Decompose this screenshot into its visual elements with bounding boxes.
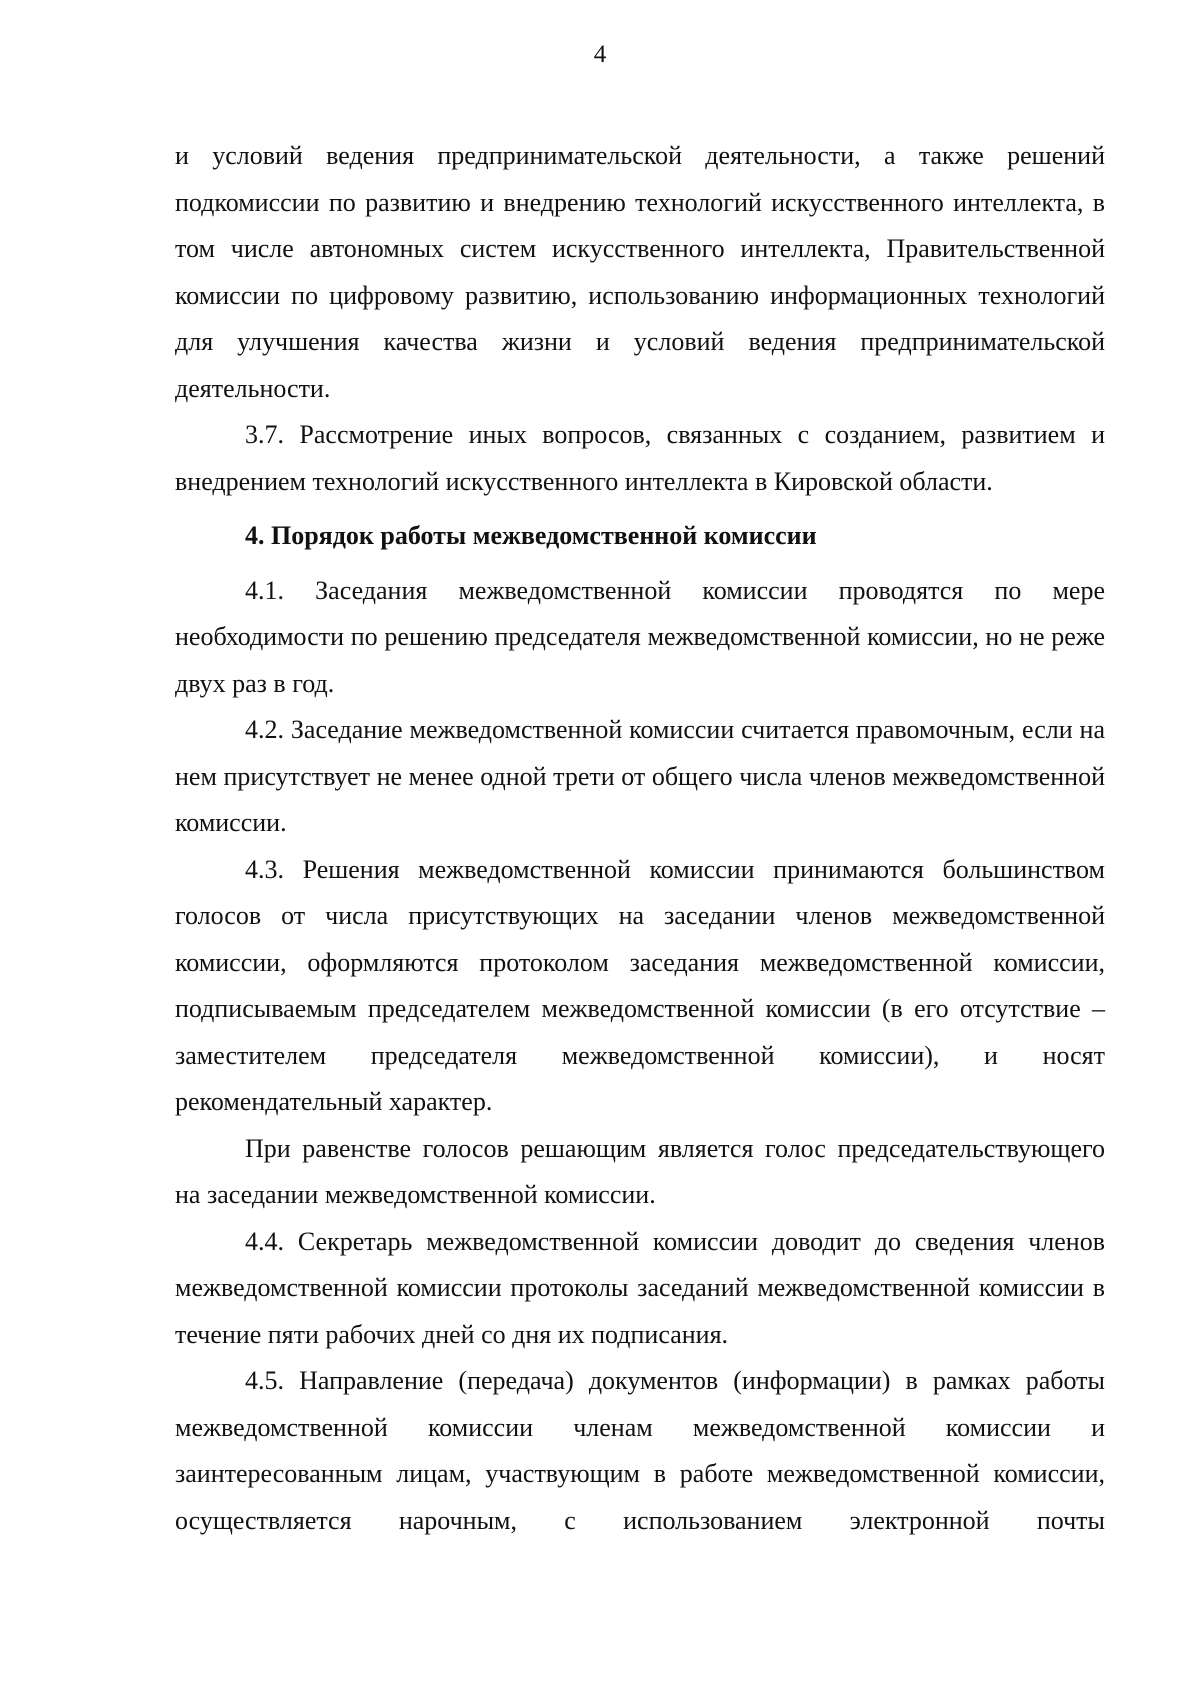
paragraph-4-5: 4.5. Направление (передача) документов (информации) в рамках работы межведомственной комиссии членам межведомственной комиссии и заинтересованным лицам, участвующим в работе межведомственной комиссии, осуществляется нарочным, с использованием электронной почты xyxy=(175,1366,1105,1535)
paragraph-4-2: 4.2. Заседание межведомственной комиссии считается правомочным, если на нем присутствует не менее одной трети от общего числа членов межведомственной комиссии. xyxy=(175,715,1105,837)
paragraph-3-7: 3.7. Рассмотрение иных вопросов, связанных с созданием, развитием и внедрением технологий искусственного интеллекта в Кировской области. xyxy=(175,420,1105,496)
document-body xyxy=(175,133,1105,1544)
paragraph-4-4: 4.4. Секретарь межведомственной комиссии доводит до сведения членов межведомственной комиссии протоколы заседаний межведомственной комиссии в течение пяти рабочих дней со дня их подписания. xyxy=(175,1226,1105,1349)
page-number: 4 xyxy=(593,41,607,68)
paragraph-4-1: 4.1. Заседания межведомственной комиссии проводятся по мере необходимости по решению председателя межведомственной комиссии, но не реже двух раз в год. xyxy=(175,575,1105,698)
section-heading-4: 4. Порядок работы межведомственной комиссии xyxy=(245,521,817,550)
paragraph-4-3-tie-vote: При равенстве голосов решающим является голос председательствующего на заседании межведомственной комиссии. xyxy=(175,1133,1105,1209)
paragraph-4-3: 4.3. Решения межведомственной комиссии принимаются большинством голосов от числа присутствующих на заседании членов межведомственной комиссии, оформляются протоколом заседания межведомственной комиссии, подписываемым председателем межведомственной комиссии (в его отсутствие – заместителем председателя межведомственной комиссии), и носят рекомендательный характер. xyxy=(175,854,1105,1116)
paragraph-continuation: и условий ведения предпринимательской деятельности, а также решений подкомиссии по развитию и внедрению технологий искусственного интеллекта, в том числе автономных систем искусственного интеллекта, Правительственной комиссии по цифровому развитию, использованию информационных технологий для улучшения качества жизни и условий ведения предпринимательской деятельности. xyxy=(175,141,1105,403)
